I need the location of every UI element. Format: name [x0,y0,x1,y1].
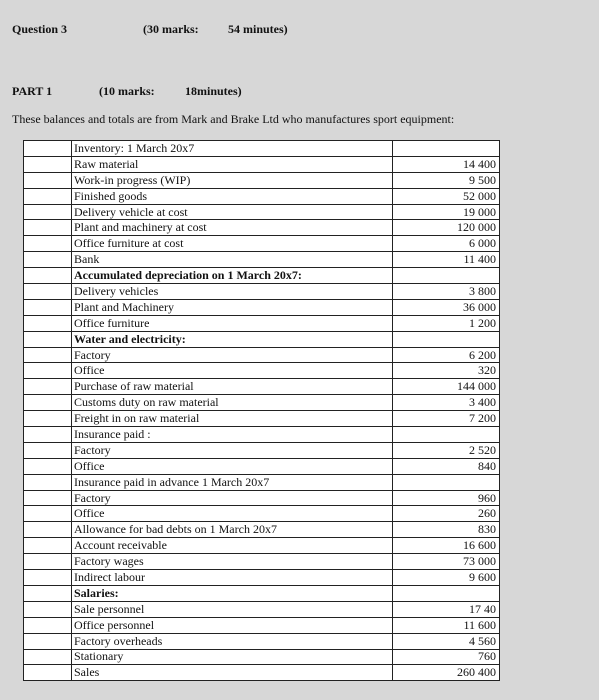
table-row [24,141,500,157]
row-blank-cell [24,506,72,522]
row-blank-cell [24,268,72,284]
row-amount: 1 200 [393,315,500,331]
row-blank-cell [24,585,72,601]
row-label: Sales [72,665,393,681]
row-amount: 760 [393,649,500,665]
table-row [24,617,500,633]
row-label: Factory [72,347,393,363]
row-blank-cell [24,617,72,633]
table-row [24,538,500,554]
row-label: Office furniture at cost [72,236,393,252]
table-row [24,268,500,284]
row-amount: 320 [393,363,500,379]
row-blank-cell [24,204,72,220]
row-amount: 3 400 [393,395,500,411]
table-row [24,236,500,252]
table-row [24,220,500,236]
row-blank-cell [24,220,72,236]
table-row [24,633,500,649]
row-blank-cell [24,554,72,570]
row-amount: 830 [393,522,500,538]
row-amount: 960 [393,490,500,506]
row-amount: 144 000 [393,379,500,395]
row-label: Office [72,506,393,522]
row-amount: 19 000 [393,204,500,220]
table-row [24,188,500,204]
row-blank-cell [24,252,72,268]
balances-table-body [24,141,500,681]
row-label: Factory overheads [72,633,393,649]
row-label: Sale personnel [72,601,393,617]
row-amount: 7 200 [393,411,500,427]
table-row [24,363,500,379]
row-label: Delivery vehicles [72,284,393,300]
row-blank-cell [24,601,72,617]
row-amount: 4 560 [393,633,500,649]
table-row [24,601,500,617]
row-blank-cell [24,458,72,474]
row-blank-cell [24,188,72,204]
table-row [24,585,500,601]
row-label: Work-in progress (WIP) [72,172,393,188]
row-blank-cell [24,427,72,443]
part-time: 18minutes) [185,84,242,98]
row-amount [393,474,500,490]
row-blank-cell [24,347,72,363]
row-amount: 36 000 [393,299,500,315]
row-amount: 6 200 [393,347,500,363]
row-amount: 840 [393,458,500,474]
row-blank-cell [24,665,72,681]
table-row [24,442,500,458]
row-blank-cell [24,379,72,395]
row-label: Plant and Machinery [72,299,393,315]
row-blank-cell [24,538,72,554]
row-amount [393,268,500,284]
table-row [24,204,500,220]
table-row [24,299,500,315]
balances-table [23,140,500,681]
row-label: Water and electricity: [72,331,393,347]
intro-text: These balances and totals are from Mark and Brake Ltd who manufactures sport equipment: [12,112,455,126]
row-blank-cell [24,236,72,252]
table-row [24,665,500,681]
row-blank-cell [24,172,72,188]
table-row [24,570,500,586]
row-label: Stationary [72,649,393,665]
row-amount: 3 800 [393,284,500,300]
row-amount [393,141,500,157]
table-row [24,458,500,474]
row-label: Factory [72,490,393,506]
row-label: Account receivable [72,538,393,554]
row-label: Customs duty on raw material [72,395,393,411]
row-label: Office furniture [72,315,393,331]
row-label: Freight in on raw material [72,411,393,427]
row-amount: 260 400 [393,665,500,681]
table-row [24,252,500,268]
row-blank-cell [24,284,72,300]
row-amount: 52 000 [393,188,500,204]
row-amount: 73 000 [393,554,500,570]
row-label: Allowance for bad debts on 1 March 20x7 [72,522,393,538]
row-label: Insurance paid in advance 1 March 20x7 [72,474,393,490]
row-label: Purchase of raw material [72,379,393,395]
table-row [24,474,500,490]
row-amount: 260 [393,506,500,522]
question-heading: Question 3 [12,22,68,36]
row-blank-cell [24,490,72,506]
table-row [24,172,500,188]
row-label: Office personnel [72,617,393,633]
table-row [24,347,500,363]
table-row [24,554,500,570]
row-blank-cell [24,570,72,586]
row-label: Delivery vehicle at cost [72,204,393,220]
row-amount: 6 000 [393,236,500,252]
row-blank-cell [24,363,72,379]
row-blank-cell [24,474,72,490]
table-row [24,379,500,395]
table-row [24,427,500,443]
row-label: Inventory: 1 March 20x7 [72,141,393,157]
row-amount: 9 600 [393,570,500,586]
table-row [24,411,500,427]
question-marks: (30 marks: [143,22,199,36]
row-label: Factory wages [72,554,393,570]
row-amount: 2 520 [393,442,500,458]
row-blank-cell [24,141,72,157]
table-row [24,331,500,347]
row-label: Insurance paid : [72,427,393,443]
row-amount: 16 600 [393,538,500,554]
row-amount [393,427,500,443]
row-blank-cell [24,633,72,649]
row-label: Finished goods [72,188,393,204]
row-label: Raw material [72,156,393,172]
row-amount: 120 000 [393,220,500,236]
row-amount: 14 400 [393,156,500,172]
row-label: Accumulated depreciation on 1 March 20x7: [72,268,393,284]
table-row [24,506,500,522]
table-row [24,315,500,331]
row-label: Salaries: [72,585,393,601]
row-amount: 9 500 [393,172,500,188]
row-blank-cell [24,522,72,538]
row-label: Plant and machinery at cost [72,220,393,236]
table-row [24,156,500,172]
row-blank-cell [24,156,72,172]
row-blank-cell [24,299,72,315]
row-amount: 17 40 [393,601,500,617]
table-row [24,522,500,538]
question-time: 54 minutes) [228,22,288,36]
row-blank-cell [24,442,72,458]
row-amount [393,331,500,347]
row-amount [393,585,500,601]
row-blank-cell [24,649,72,665]
table-row [24,649,500,665]
row-blank-cell [24,411,72,427]
table-row [24,284,500,300]
row-label: Office [72,458,393,474]
table-row [24,490,500,506]
row-blank-cell [24,331,72,347]
row-amount: 11 400 [393,252,500,268]
row-label: Factory [72,442,393,458]
row-blank-cell [24,315,72,331]
row-blank-cell [24,395,72,411]
row-label: Bank [72,252,393,268]
row-label: Office [72,363,393,379]
row-label: Indirect labour [72,570,393,586]
part-heading: PART 1 [12,84,53,98]
row-amount: 11 600 [393,617,500,633]
part-marks: (10 marks: [99,84,155,98]
table-row [24,395,500,411]
